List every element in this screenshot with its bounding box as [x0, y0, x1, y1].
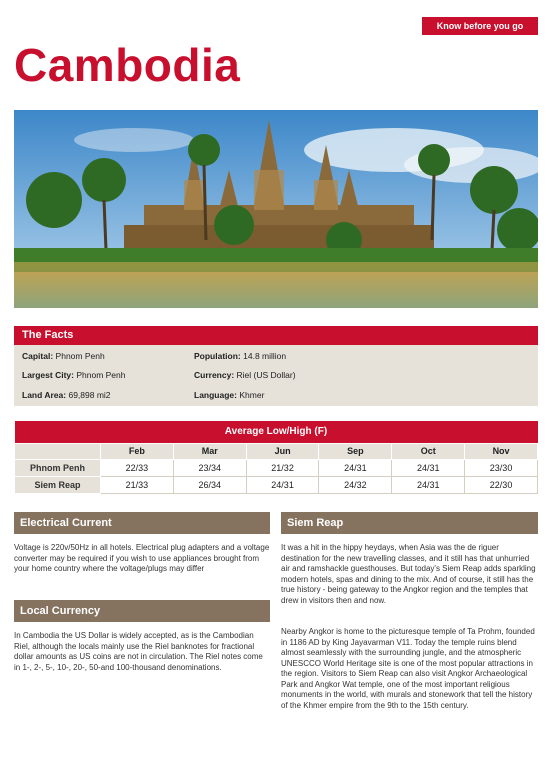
table-row [15, 459, 538, 476]
fact-label: Language: [194, 390, 237, 400]
table-header-row [15, 443, 538, 459]
know-before-you-go-tag: Know before you go [422, 17, 538, 35]
fact-value: 14.8 million [243, 351, 287, 361]
fact-label: Population: [194, 351, 241, 361]
fact-label: Largest City: [22, 370, 74, 380]
table-cell: 22/33 [101, 459, 174, 476]
table-cell: 23/34 [173, 459, 246, 476]
table-cell: 21/32 [246, 459, 319, 476]
table-header-empty [15, 443, 101, 459]
temperature-table-caption: Average Low/High (F) [15, 421, 538, 443]
fact-value: Riel (US Dollar) [236, 370, 296, 380]
fact-value: Phnom Penh [76, 370, 126, 380]
fact-currency [194, 370, 296, 380]
table-row-city: Phnom Penh [15, 459, 101, 476]
table-cell: 24/32 [319, 476, 392, 493]
electrical-current-text: Voltage is 220v/50Hz in all hotels. Electrical plug adapters and a voltage converter may be required if you wish to use appliances brought from your home country where the voltage/plugs may differ [14, 543, 270, 573]
table-header-month: Nov [465, 443, 538, 459]
table-cell: 24/31 [246, 476, 319, 493]
fact-value: Phnom Penh [55, 351, 105, 361]
table-cell: 26/34 [173, 476, 246, 493]
table-row [15, 476, 538, 493]
siem-reap-paragraph-1: It was a hit in the hippy heydays, when Asia was the de riguer destination for the new travelling classes, and it still has that unhurried air and ramshackle guesthouses. But today's Siem Reap adds sparkling modern hotels, spas and dining to the mix. And of course, it still has the true history - being gateway to the Angkor region and the temples that drew in visitors then and now. [281, 543, 536, 605]
fact-label: Land Area: [22, 390, 67, 400]
siem-reap-heading: Siem Reap [281, 512, 538, 534]
local-currency-text: In Cambodia the US Dollar is widely accepted, as is the Cambodian Riel, although the locals mainly use the Riel banknotes for fractional dollar amounts as US coins are not in circulation. The Riel notes come in 1-, 2-, 5-, 10-, 20-, 50-and 100-thousand denominations. [14, 631, 263, 672]
page-title: Cambodia [14, 39, 241, 91]
table-cell: 21/33 [101, 476, 174, 493]
table-header-month: Feb [101, 443, 174, 459]
facts-heading: The Facts [14, 326, 538, 345]
temperature-table [14, 421, 538, 494]
table-cell: 24/31 [319, 459, 392, 476]
local-currency-heading: Local Currency [14, 600, 270, 622]
table-cell: 24/31 [392, 459, 465, 476]
fact-label: Capital: [22, 351, 54, 361]
electrical-current-heading: Electrical Current [14, 512, 270, 534]
fact-label: Currency: [194, 370, 235, 380]
fact-population [194, 351, 286, 361]
fact-language [194, 390, 264, 400]
table-row-city: Siem Reap [15, 476, 101, 493]
table-header-month: Mar [173, 443, 246, 459]
fact-largest-city [22, 370, 126, 380]
table-header-month: Oct [392, 443, 465, 459]
table-header-month: Jun [246, 443, 319, 459]
angkor-wat-photo [14, 110, 538, 308]
fact-land-area [22, 390, 111, 400]
fact-value: 69,898 mi2 [68, 390, 111, 400]
facts-panel [14, 345, 538, 406]
fact-capital [22, 351, 105, 361]
table-cell: 23/30 [465, 459, 538, 476]
siem-reap-paragraph-2: Nearby Angkor is home to the picturesque temple of Ta Prohm, founded in 1186 AD by King Jayavarman V11. Today the temple ruins blend almost seamlessly with the surrounding jungle, and the atmospheric UNESCCO World Heritage site is one of the most popular attractions in the region. Visitors to Siem Reap can also visit Angkor Archaeological Park and Angkor Wat temple, one of the most important religious monuments in the world, with murals and stonework that tell the history of the Khmer empire from the 9th to the 15th century. [281, 627, 535, 710]
fact-value: Khmer [239, 390, 265, 400]
table-cell: 24/31 [392, 476, 465, 493]
table-cell: 22/30 [465, 476, 538, 493]
table-header-month: Sep [319, 443, 392, 459]
